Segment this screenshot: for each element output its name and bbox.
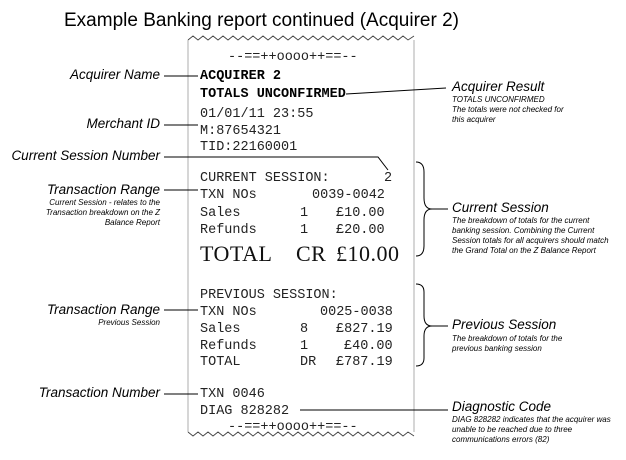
label-acquirer-result-status: TOTALS UNCONFIRMED (452, 95, 545, 104)
receipt-current-total-amount: £10.00 (336, 241, 400, 266)
label-transaction-number: Transaction Number (38, 385, 160, 400)
receipt-current-sales-amount: £10.00 (336, 206, 385, 221)
label-current-session: Current Session (452, 200, 549, 215)
receipt-current-sales-label: Sales (200, 206, 241, 221)
receipt-previous-total-label: TOTAL (200, 355, 241, 370)
receipt-previous-session-label: PREVIOUS SESSION: (200, 288, 338, 303)
receipt-previous-refunds-amount: £40.00 (344, 339, 393, 354)
label-merchant-id: Merchant ID (86, 116, 160, 131)
receipt-current-sales-count: 1 (300, 206, 309, 221)
receipt-previous-refunds-count: 1 (300, 339, 309, 354)
receipt-current-total-type: CR (296, 241, 327, 266)
receipt-previous-total-type: DR (300, 355, 317, 370)
label-current-session-number: Current Session Number (11, 148, 160, 163)
label-previous-session-note: The breakdown of totals for the previous banking session (452, 334, 563, 353)
receipt-previous-total-amount: £787.19 (336, 355, 393, 370)
label-acquirer-name: Acquirer Name (69, 67, 160, 82)
receipt (188, 36, 414, 436)
receipt-status: TOTALS UNCONFIRMED (200, 87, 346, 102)
page-title: Example Banking report continued (Acquirer 2) (64, 10, 459, 31)
receipt-current-session-label: CURRENT SESSION: (200, 171, 330, 186)
receipt-current-refunds-count: 1 (300, 223, 309, 238)
receipt-separator-bottom: --==++oooo++==-- (228, 420, 358, 435)
receipt-previous-sales-label: Sales (200, 322, 241, 337)
receipt-previous-refunds-label: Refunds (200, 339, 257, 354)
receipt-current-range: 0039-0042 (312, 188, 385, 203)
receipt-datetime: 01/01/11 23:55 (200, 107, 314, 122)
receipt-merchant-id: M:87654321 (200, 124, 282, 139)
receipt-current-txn-label: TXN NOs (200, 188, 257, 203)
receipt-separator-top: --==++oooo++==-- (228, 50, 358, 65)
label-current-session-note: The breakdown of totals for the current banking session. Combining the Current Session totals for all acquirers should match the Grand Total on the Z Balance Report (452, 216, 609, 255)
brace-previous-session (416, 284, 432, 366)
label-diagnostic-code: Diagnostic Code (452, 399, 552, 414)
receipt-tid: TID:22160001 (200, 140, 298, 155)
receipt-txn-number: TXN 0046 (200, 387, 265, 402)
label-diagnostic-code-note: DIAG 828282 indicates that the acquirer was unable to be reached due to three communications errors (82) (452, 415, 611, 444)
receipt-current-session-number: 2 (384, 171, 393, 186)
receipt-diag-code: DIAG 828282 (200, 404, 290, 419)
label-transaction-range-current-note: Current Session - relates to the Transaction breakdown on the Z Balance Report (45, 198, 160, 227)
receipt-previous-sales-amount: £827.19 (336, 322, 393, 337)
label-transaction-range-current: Transaction Range (46, 182, 160, 197)
receipt-current-total-label: TOTAL (200, 241, 273, 266)
receipt-previous-sales-count: 8 (300, 322, 309, 337)
receipt-previous-txn-label: TXN NOs (200, 305, 257, 320)
label-acquirer-result: Acquirer Result (452, 79, 545, 94)
receipt-acquirer: ACQUIRER 2 (200, 69, 282, 84)
brace-current-session (416, 162, 432, 256)
receipt-previous-range: 0025-0038 (320, 305, 393, 320)
receipt-current-refunds-label: Refunds (200, 223, 257, 238)
label-transaction-range-previous-note: Previous Session (98, 318, 160, 327)
label-previous-session: Previous Session (452, 317, 557, 332)
label-transaction-range-previous: Transaction Range (46, 302, 160, 317)
receipt-current-refunds-amount: £20.00 (336, 223, 385, 238)
label-acquirer-result-note: The totals were not checked for this acquirer (452, 105, 564, 124)
